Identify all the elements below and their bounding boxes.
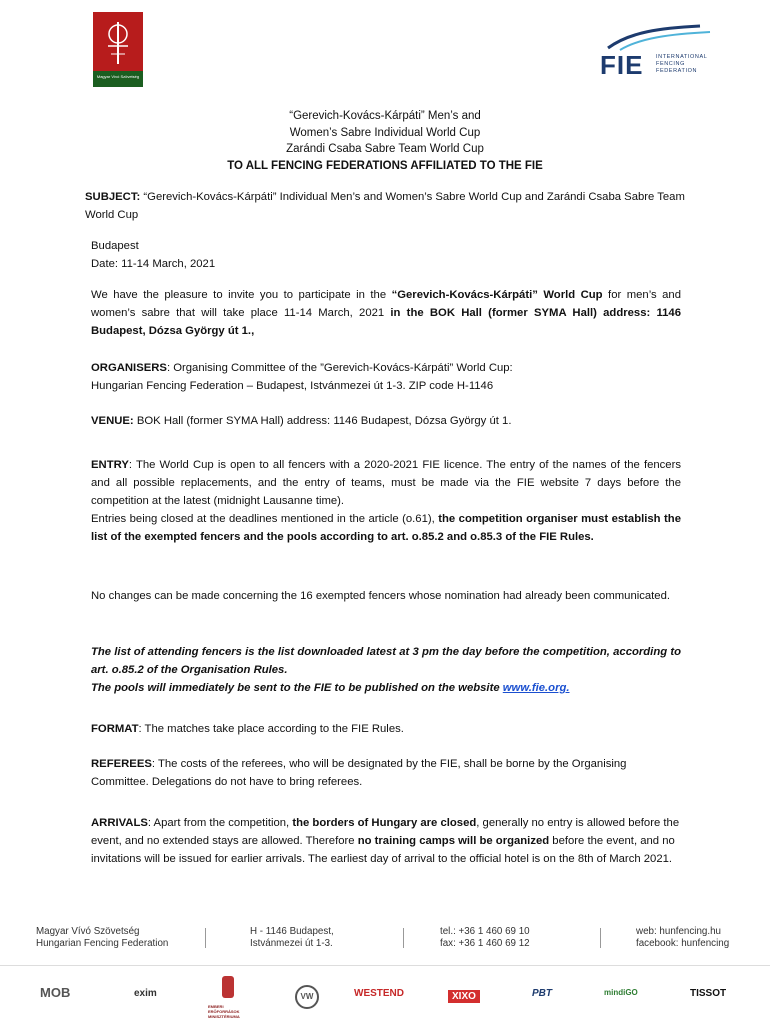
entry-paragraph: ENTRY: The World Cup is open to all fencers with a 2020-2021 FIE licence. The entry of the names of the fencers and all possible replacements, and the entry of teams, must be made via the FIE website 7 days before the competition at the latest (midnight Lausanne time). Entries being closed at the deadlines mentioned in the article (o.61), the competition organiser must establish the list of the exempted fencers and the pools according to art. o.85.2 and o.85.3 of the FIE Rules. bbox=[91, 459, 681, 543]
referees-paragraph: REFEREES: The costs of the referees, who will be designated by the FIE, shall be borne by the Organising Committee. Delegations do not have to bring referees. bbox=[91, 758, 627, 788]
sponsor-mob-logo: MOB bbox=[40, 985, 71, 1000]
place-date bbox=[91, 237, 681, 273]
place-city: Budapest bbox=[91, 240, 139, 252]
sponsor-exim-logo: exim bbox=[134, 988, 157, 999]
sponsor-mindigo-logo: mindiGO bbox=[604, 988, 638, 997]
sponsor-xixo-logo: XIXO bbox=[448, 990, 480, 1003]
place-date-text: Date: 11-14 March, 2021 bbox=[91, 258, 216, 270]
hfsz-logo bbox=[93, 12, 143, 87]
sponsor-tissot-logo: TISSOT bbox=[690, 988, 727, 999]
hfsz-crest-icon bbox=[93, 12, 143, 70]
arrivals-paragraph: ARRIVALS: Apart from the competition, the borders of Hungary are closed, generally no entry is allowed before the event, and no extended stays are allowed. Therefore no training camps will be organized before the event, and no invitations will be issued for earlier arrivals. The earliest day of arrival to the official hotel is on the 8th of March 2021. bbox=[91, 817, 680, 865]
footer-divider bbox=[403, 928, 404, 948]
title-line-2: Women’s Sabre Individual World Cup bbox=[289, 126, 481, 139]
invite-event-name: “Gerevich-Kovács-Kárpáti” World Cup bbox=[391, 289, 603, 301]
invite-paragraph: We have the pleasure to invite you to participate in the “Gerevich-Kovács-Kárpáti” World Cup for men’s and women’s sabre that will take place 11-14 March, 2021 in the BOK Hall (former SYMA Hall) address: 1146 Budapest, Dózsa György út 1., bbox=[91, 289, 681, 337]
sponsor-vw-logo: VW bbox=[295, 985, 319, 1009]
sponsor-pbt-logo: PBT bbox=[532, 988, 552, 999]
subject-paragraph bbox=[85, 188, 685, 224]
title-line-1: “Gerevich-Kovács-Kárpáti” Men’s and bbox=[289, 110, 481, 122]
format-label: FORMAT bbox=[91, 723, 139, 735]
sponsor-westend-logo: WESTEND bbox=[354, 988, 404, 999]
invite-venue: in the BOK Hall (former SYMA Hall) address: 1146 Budapest, Dózsa György út 1., bbox=[91, 307, 681, 337]
organisers-label: ORGANISERS bbox=[91, 362, 167, 374]
fie-logo bbox=[600, 22, 715, 84]
fie-logo-sub: INTERNATIONAL FENCING FEDERATION bbox=[656, 54, 708, 74]
hfsz-logo-text: Magyar Vívó Szövetség bbox=[96, 74, 140, 79]
title-line-4: TO ALL FENCING FEDERATIONS AFFILIATED TO THE FIE bbox=[227, 159, 543, 172]
venue-label: VENUE: bbox=[91, 415, 134, 427]
sponsor-emmi-crest-icon bbox=[222, 976, 234, 998]
organisers-paragraph: ORGANISERS: Organising Committee of the ”Gerevich-Kovács-Kárpáti” World Cup: Hungarian Fencing Federation – Budapest, Istvánmezei út 1-3. ZIP code H-1146 bbox=[91, 362, 513, 392]
entry-label: ENTRY bbox=[91, 459, 129, 471]
footer-phone: tel.: +36 1 460 69 10 fax: +36 1 460 69 12 bbox=[440, 926, 530, 949]
footer-web: web: hunfencing.hu facebook: hunfencing bbox=[636, 926, 730, 949]
subject-text: “Gerevich-Kovács-Kárpáti” Individual Men’s and Women’s Sabre World Cup and Zarándi Csaba Sabre Team World Cup bbox=[85, 191, 685, 221]
footer-divider bbox=[205, 928, 206, 948]
footer-divider bbox=[600, 928, 601, 948]
fie-logo-word: FIE bbox=[600, 50, 644, 80]
arrivals-label: ARRIVALS bbox=[91, 817, 148, 829]
no-changes-paragraph: No changes can be made concerning the 16 exempted fencers whose nomination had already been communicated. bbox=[91, 590, 671, 602]
fie-website-link[interactable]: www.fie.org. bbox=[502, 682, 570, 694]
referees-label: REFEREES bbox=[91, 758, 152, 770]
footer-address: H - 1146 Budapest, Istvánmezei út 1-3. bbox=[250, 926, 334, 949]
attending-paragraph: The list of attending fencers is the list downloaded latest at 3 pm the day before the competition, according to art. o.85.2 of the Organisation Rules. The pools will immediately be sent to the FIE to be published on the website www.fie.org. bbox=[91, 646, 681, 694]
subject-label: SUBJECT: bbox=[85, 191, 141, 203]
fie-swoosh-icon bbox=[600, 22, 715, 52]
document-title bbox=[200, 108, 570, 174]
format-paragraph: FORMAT: The matches take place according to the FIE Rules. bbox=[91, 723, 404, 735]
sponsor-emmi-logo: EMBERI ERŐFORRÁSOK MINISZTÉRIUMA bbox=[208, 1004, 240, 1019]
footer-org: Magyar Vívó Szövetség Hungarian Fencing Federation bbox=[36, 926, 169, 949]
title-line-3: Zarándi Csaba Sabre Team World Cup bbox=[286, 143, 484, 155]
venue-paragraph: VENUE: BOK Hall (former SYMA Hall) address: 1146 Budapest, Dózsa György út 1. bbox=[91, 415, 512, 427]
